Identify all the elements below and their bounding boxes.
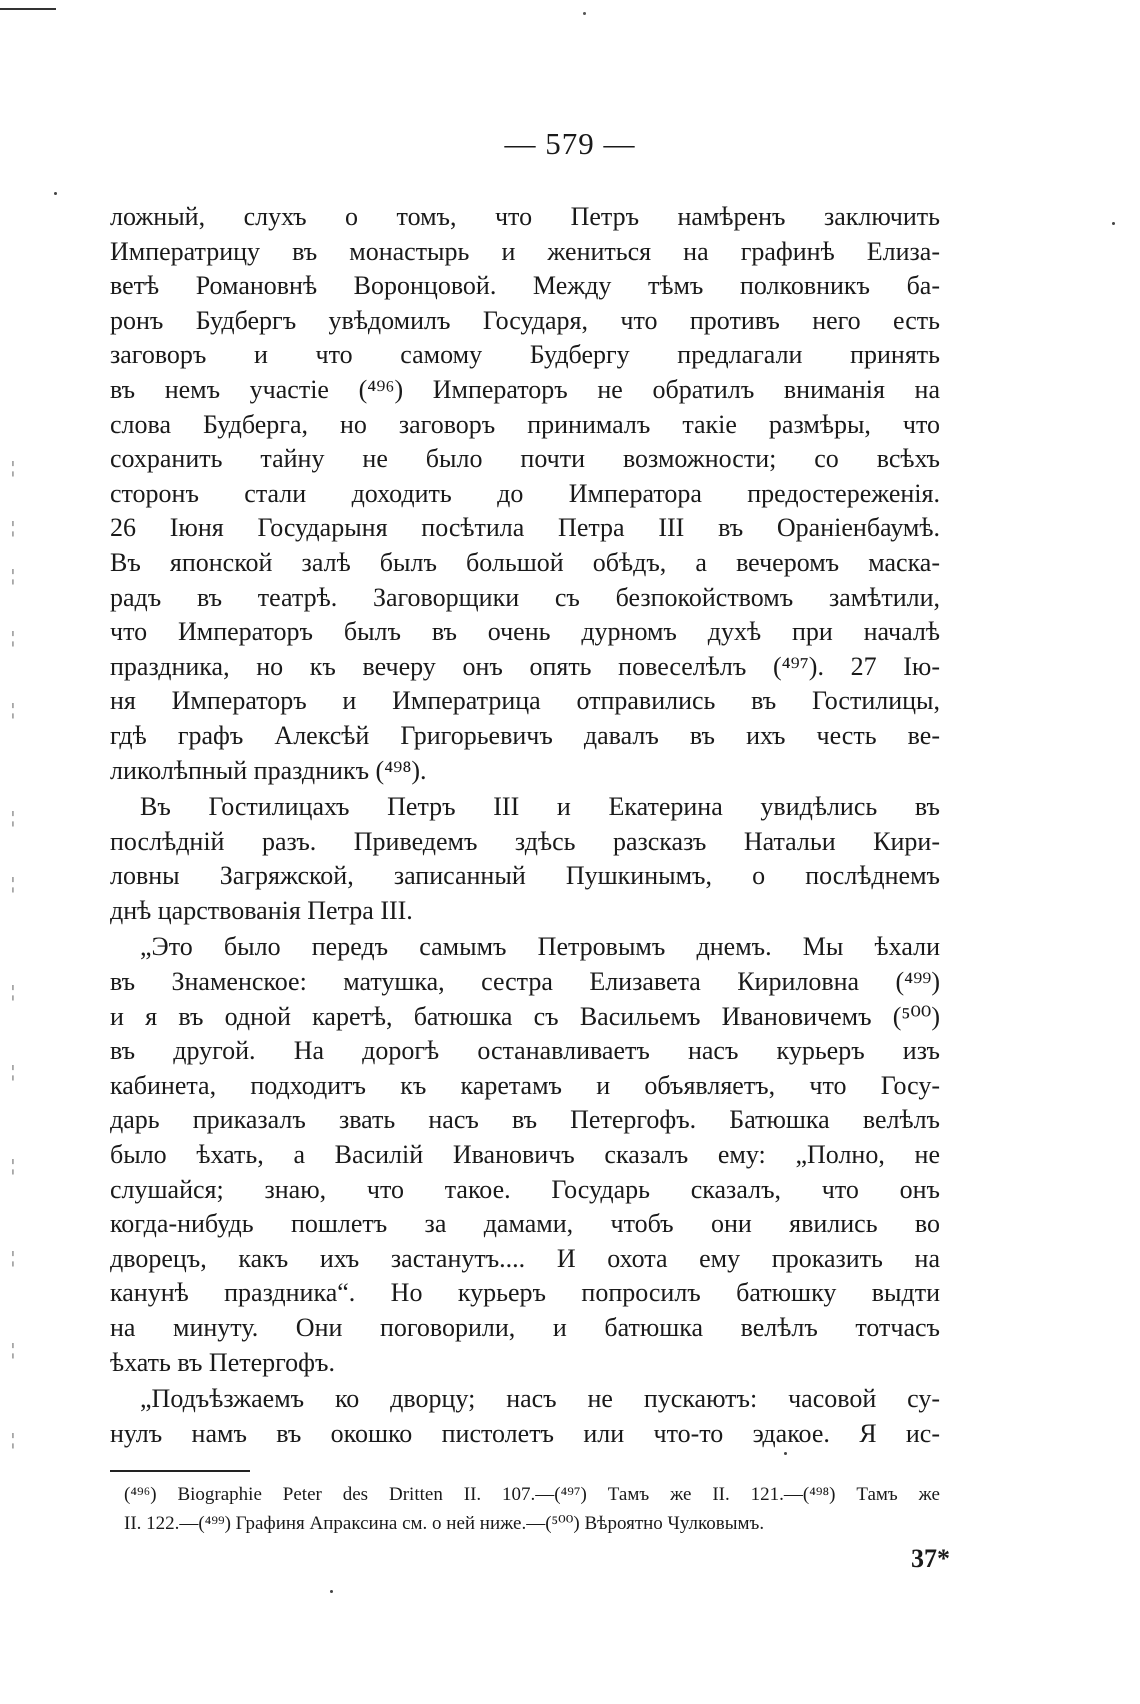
margin-speck bbox=[54, 192, 57, 195]
text-line: „Это было передъ самымъ Петровымъ днемъ. Мы ѣхали bbox=[140, 932, 940, 962]
text-line: въ Знаменское: матушка, сестра Елизавета Кириловна (⁴⁹⁹) bbox=[110, 967, 940, 997]
text-line: 26 Іюня Государыня посѣтила Петра III въ Ораніенбаумѣ. bbox=[110, 513, 940, 543]
margin-speck bbox=[1112, 222, 1115, 225]
text-line: дворецъ, какъ ихъ застанутъ.... И охота ему проказить на bbox=[110, 1243, 940, 1273]
margin-tick: ¦ bbox=[11, 874, 15, 893]
paragraph bbox=[110, 1382, 940, 1451]
text-line: дарь приказалъ звать насъ въ Петергофъ. Батюшка велѣлъ bbox=[110, 1105, 940, 1135]
margin-tick: ¦ bbox=[11, 1430, 15, 1449]
top-speck bbox=[583, 12, 586, 15]
main-text bbox=[110, 200, 940, 1451]
text-line: ветѣ Романовнѣ Воронцовой. Между тѣмъ полковникъ ба- bbox=[110, 271, 940, 301]
text-line: сохранить тайну не было почти возможности; со всѣхъ bbox=[110, 444, 940, 474]
margin-speck bbox=[330, 1590, 333, 1593]
text-line: ня Императоръ и Императрица отправились въ Гостилицы, bbox=[110, 686, 940, 716]
margin-tick: ¦ bbox=[11, 458, 15, 477]
text-line: въ другой. На дорогѣ останавливаетъ насъ курьеръ изъ bbox=[110, 1036, 940, 1066]
text-line: гдѣ графъ Алексѣй Григорьевичъ давалъ въ ихъ честь ве- bbox=[110, 720, 940, 750]
text-line: праздника, но къ вечеру онъ опять повеселѣлъ (⁴⁹⁷). 27 Ію- bbox=[110, 651, 940, 681]
text-line: и я въ одной каретѣ, батюшка съ Васильемъ Ивановичемъ (⁵⁰⁰) bbox=[110, 1001, 940, 1031]
text-line: слушайся; знаю, что такое. Государь сказалъ, что онъ bbox=[110, 1174, 940, 1204]
text-line: Въ Гостилицахъ Петръ III и Екатерина увидѣлись въ bbox=[140, 792, 940, 822]
text-line: ликолѣпный праздникъ (⁴⁹⁸). bbox=[110, 755, 427, 785]
paragraph bbox=[110, 930, 940, 1380]
top-edge-rule bbox=[0, 8, 56, 10]
signature-mark: 37* bbox=[911, 1544, 950, 1573]
text-line: нулъ намъ въ окошко пистолетъ или что-то эдакое. Я ис- bbox=[110, 1418, 940, 1448]
margin-tick: ¦ bbox=[11, 982, 15, 1001]
text-line: радъ въ театрѣ. Заговорщики съ безпокойствомъ замѣтили, bbox=[110, 582, 940, 612]
text-line: кабинета, подходитъ къ каретамъ и объявляетъ, что Госу- bbox=[110, 1070, 940, 1100]
text-line: сторонъ стали доходить до Императора предостереженія. bbox=[110, 478, 940, 508]
text-line: канунѣ праздника“. Но курьеръ попросилъ батюшку выдти bbox=[110, 1278, 940, 1308]
text-line: слова Будберга, но заговоръ принималъ такіе размѣры, что bbox=[110, 409, 940, 439]
paragraph bbox=[110, 790, 940, 928]
footnotes bbox=[124, 1480, 940, 1538]
margin-speck bbox=[784, 1452, 787, 1455]
margin-tick: ¦ bbox=[11, 1340, 15, 1359]
text-line: когда-нибудь пошлетъ за дамами, чтобъ они явились во bbox=[110, 1209, 940, 1239]
margin-tick: ¦ bbox=[11, 1062, 15, 1081]
margin-tick: ¦ bbox=[11, 1156, 15, 1175]
margin-tick: ¦ bbox=[11, 1248, 15, 1267]
text-line: днѣ царствованія Петра III. bbox=[110, 895, 413, 925]
text-line: ѣхать въ Петергофъ. bbox=[110, 1347, 335, 1377]
text-line: на минуту. Они поговорили, и батюшка велѣлъ тотчасъ bbox=[110, 1313, 940, 1342]
text-line: было ѣхать, а Василій Ивановичъ сказалъ ему: „Полно, не bbox=[110, 1140, 940, 1170]
text-line: ронъ Будбергъ увѣдомилъ Государя, что противъ него есть bbox=[110, 305, 940, 335]
paragraph bbox=[110, 200, 940, 788]
text-line: заговоръ и что самому Будбергу предлагали принять bbox=[110, 340, 940, 370]
text-line: „Подъѣзжаемъ ко дворцу; насъ не пускаютъ: часовой су- bbox=[140, 1384, 940, 1414]
text-line: что Императоръ былъ въ очень дурномъ духѣ при началѣ bbox=[110, 617, 940, 647]
margin-tick: ¦ bbox=[11, 700, 15, 719]
text-line: въ немъ участіе (⁴⁹⁶) Императоръ не обратилъ вниманія на bbox=[110, 374, 940, 404]
margin-tick: ¦ bbox=[11, 566, 15, 585]
text-line: Императрицу въ монастырь и жениться на графинѣ Елиза- bbox=[110, 236, 940, 266]
margin-tick: ¦ bbox=[11, 808, 15, 827]
footnote-line: (⁴⁹⁶) Biographie Peter des Dritten II. 107.—(⁴⁹⁷) Тамъ же II. 121.—(⁴⁹⁸) Тамъ же bbox=[124, 1484, 940, 1505]
text-line: Въ японской залѣ былъ большой обѣдъ, а вечеромъ маска- bbox=[110, 547, 940, 577]
margin-tick: ¦ bbox=[11, 518, 15, 537]
footnote-separator bbox=[110, 1470, 250, 1472]
text-line: ложный, слухъ о томъ, что Петръ намѣренъ заключить bbox=[110, 202, 940, 231]
footnote-line: II. 122.—(⁴⁹⁹) Графиня Апраксина см. о ней ниже.—(⁵⁰⁰) Вѣроятно Чулковымъ. bbox=[124, 1513, 765, 1534]
margin-tick: ¦ bbox=[11, 628, 15, 647]
text-line: послѣдній разъ. Приведемъ здѣсь разсказъ Натальи Кири- bbox=[110, 826, 940, 856]
text-line: ловны Загряжской, записанный Пушкинымъ, о послѣднемъ bbox=[110, 861, 940, 891]
page-number: — 579 — bbox=[504, 126, 636, 161]
